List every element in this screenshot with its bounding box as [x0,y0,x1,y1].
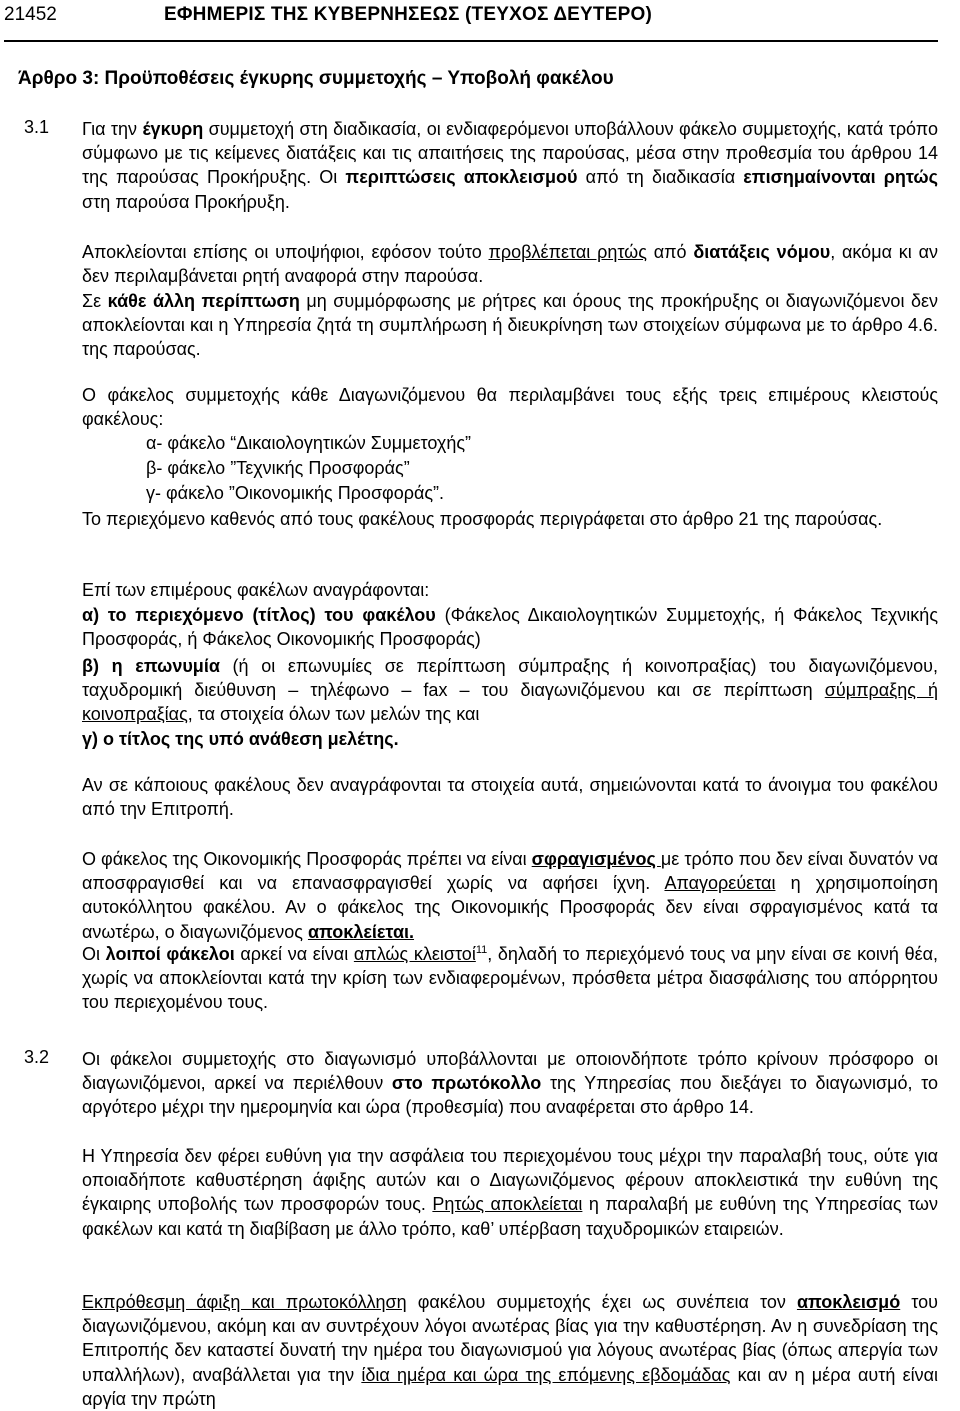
paragraph-label-c: γ) ο τίτλος της υπό ανάθεση μελέτης. [82,729,399,749]
section-number-3-2: 3.2 [24,1047,50,1067]
paragraph-late-arrival: Εκπρόθεσμη άφιξη και πρωτοκόλληση φακέλου συμμετοχής έχει ως συνέπεια τον αποκλεισμό του διαγωνιζόμενου, ακόμη και αν συντρέχουν λόγοι ανωτέρας βίας για την καθυστέρηση. Αν η συνεδρίαση της Επιτροπής δεν καταστεί δυνατή την ημέρα του διαγωνισμού για λόγους ανωτέρας βίας (όπως απεργία των υπαλλήλων), αναβάλλεται για την ίδια ημέρα και ώρα της επόμενης εβδομάδας και αν η μέρα αυτή είναι αργία την πρώτη [82,1292,939,1409]
paragraph-sealed-financial: Ο φάκελος της Οικονομικής Προσφοράς πρέπει να είναι σφραγισμένος με τρόπο που δεν είναι δυνατόν να αποσφραγισθεί και να επανασφραγισθεί χωρίς να αφήσει ίχνη. Απαγορεύεται η χρησιμοποίηση αυτοκόλλητου φακέλου. Αν ο φάκελος της Οικονομικής Προσφοράς δεν είναι σφραγισμένος κατά τα ανωτέρω, ο διαγωνιζόμενος αποκλείεται. [82,849,939,942]
paragraph-missing-info: Αν σε κάποιους φακέλους δεν αναγράφονται τα στοιχεία αυτά, σημειώνονται κατά το άνοιγμα του φακέλου από την Επιτροπή. [82,775,938,820]
paragraph-label-a: α) το περιεχόμενο (τίτλος) του φακέλου (Φάκελος Δικαιολογητικών Συμμετοχής, ή Φάκελος Τεχνικής Προσφοράς, ή Φάκελος Οικονομικής Προσφοράς) [82,605,938,650]
list-item: γ- φάκελο ”Οικονομικής Προσφοράς”. [146,483,445,503]
paragraph-3-2-submission: Οι φάκελοι συμμετοχής στο διαγωνισμό υποβάλλονται με οποιονδήποτε τρόπο κρίνουν πρόσφορο οι διαγωνιζόμενοι, αρκεί να περιέλθουν στο πρωτόκολλο της Υπηρεσίας που διεξάγει το διαγωνισμό, το αργότερο μέχρι την ημερομηνία και ώρα (προθεσμία) που αναφέρεται στο άρθρο 14. [82,1049,939,1118]
list-item: α- φάκελο “Δικαιολογητικών Συμμετοχής” [146,433,472,453]
paragraph-envelopes: Ο φάκελος συμμετοχής κάθε Διαγωνιζόμενου θα περιλαμβάνει τους εξής τρεις επιμέρους κλειστούς φακέλους: [82,385,938,430]
gazette-title: ΕΦΗΜΕΡΙΣ ΤΗΣ ΚΥΒΕΡΝΗΣΕΩΣ (ΤΕΥΧΟΣ ΔΕΥΤΕΡΟ) [164,4,652,25]
paragraph-exclusions: Αποκλείονται επίσης οι υποψήφιοι, εφόσον τούτο προβλέπεται ρητώς από διατάξεις νόμου, ακόμα κι αν δεν περιλαμβάνεται ρητή αναφορά στην παρούσα. [82,242,938,287]
paragraph-label-b: β) η επωνυμία (ή οι επωνυμίες σε περίπτωση σύμπραξης ή κοινοπραξίας) του διαγωνιζόμενου, ταχυδρομική διεύθυνση – τηλέφωνο – fax – του διαγωνιζόμενου και σε περίπτωση σύμπραξης ή κοινοπραξίας, τα στοιχεία όλων των μελών της και [82,656,938,725]
paragraph-labels-intro: Επί των επιμέρους φακέλων αναγράφονται: [82,580,430,600]
paragraph-3-1-intro: Για την έγκυρη συμμετοχή στη διαδικασία, οι ενδιαφερόμενοι υποβάλλουν φάκελο συμμετοχής, κατά τρόπο σύμφωνο με τις κείμενες διατάξεις και τις απαιτήσεις της παρούσας, μέσα στην προθεσμία του άρθρου 14 της παρούσας Προκήρυξης. Οι περιπτώσεις αποκλεισμού από τη διαδικασία επισημαίνονται ρητώς στη παρούσα Προκήρυξη. [82,119,938,212]
paragraph-responsibility: Η Υπηρεσία δεν φέρει ευθύνη για την ασφάλεια του περιεχομένου τους μέχρι την παραλαβή τους, ούτε για οποιαδήποτε καθυστέρηση άφιξης αυτών και ο Διαγωνιζόμενος φέρουν αποκλειστικά την ευθύνη της έγκαιρης υποβολής των προσφορών τους. Ρητώς αποκλείεται η παραλαβή με ευθύνη της Υπηρεσίας των φακέλων και κατά τη διαβίβαση με άλλο τρόπο, καθ’ υπέρβαση ταχυδρομικών εταιρειών. [82,1146,938,1239]
paragraph-other-envelopes: Οι λοιποί φάκελοι αρκεί να είναι απλώς κλειστοί$^{11}$, δηλαδή το περιεχόμενό τους να μην είναι σε κοινή θέα, χωρίς να αποκλείονται κατά την κρίση των ενδιαφερομένων, πρόσθετα μέτρα διασφάλισης του απόρρητου του περιεχομένου τους. [82,944,939,1013]
list-item: β- φάκελο ”Τεχνικής Προσφοράς” [146,458,410,478]
section-number-3-1: 3.1 [24,117,50,137]
paragraph-contents: Το περιεχόμενο καθενός από τους φακέλους προσφοράς περιγράφεται στο άρθρο 21 της παρούσας. [82,509,883,529]
page-header [4,4,940,28]
article-title: Άρθρο 3: Προϋποθέσεις έγκυρης συμμετοχής – Υποβολή φακέλου [18,68,614,89]
paragraph-other-cases: Σε κάθε άλλη περίπτωση μη συμμόρφωσης με ρήτρες και όρους της προκήρυξης οι διαγωνιζόμενοι δεν αποκλείονται και η Υπηρεσία ζητά τη συμπλήρωση ή διευκρίνηση των στοιχείων σύμφωνα με το άρθρο 4.6. της παρούσας. [82,291,938,360]
header-divider [4,40,938,42]
page-number: 21452 [4,4,57,25]
